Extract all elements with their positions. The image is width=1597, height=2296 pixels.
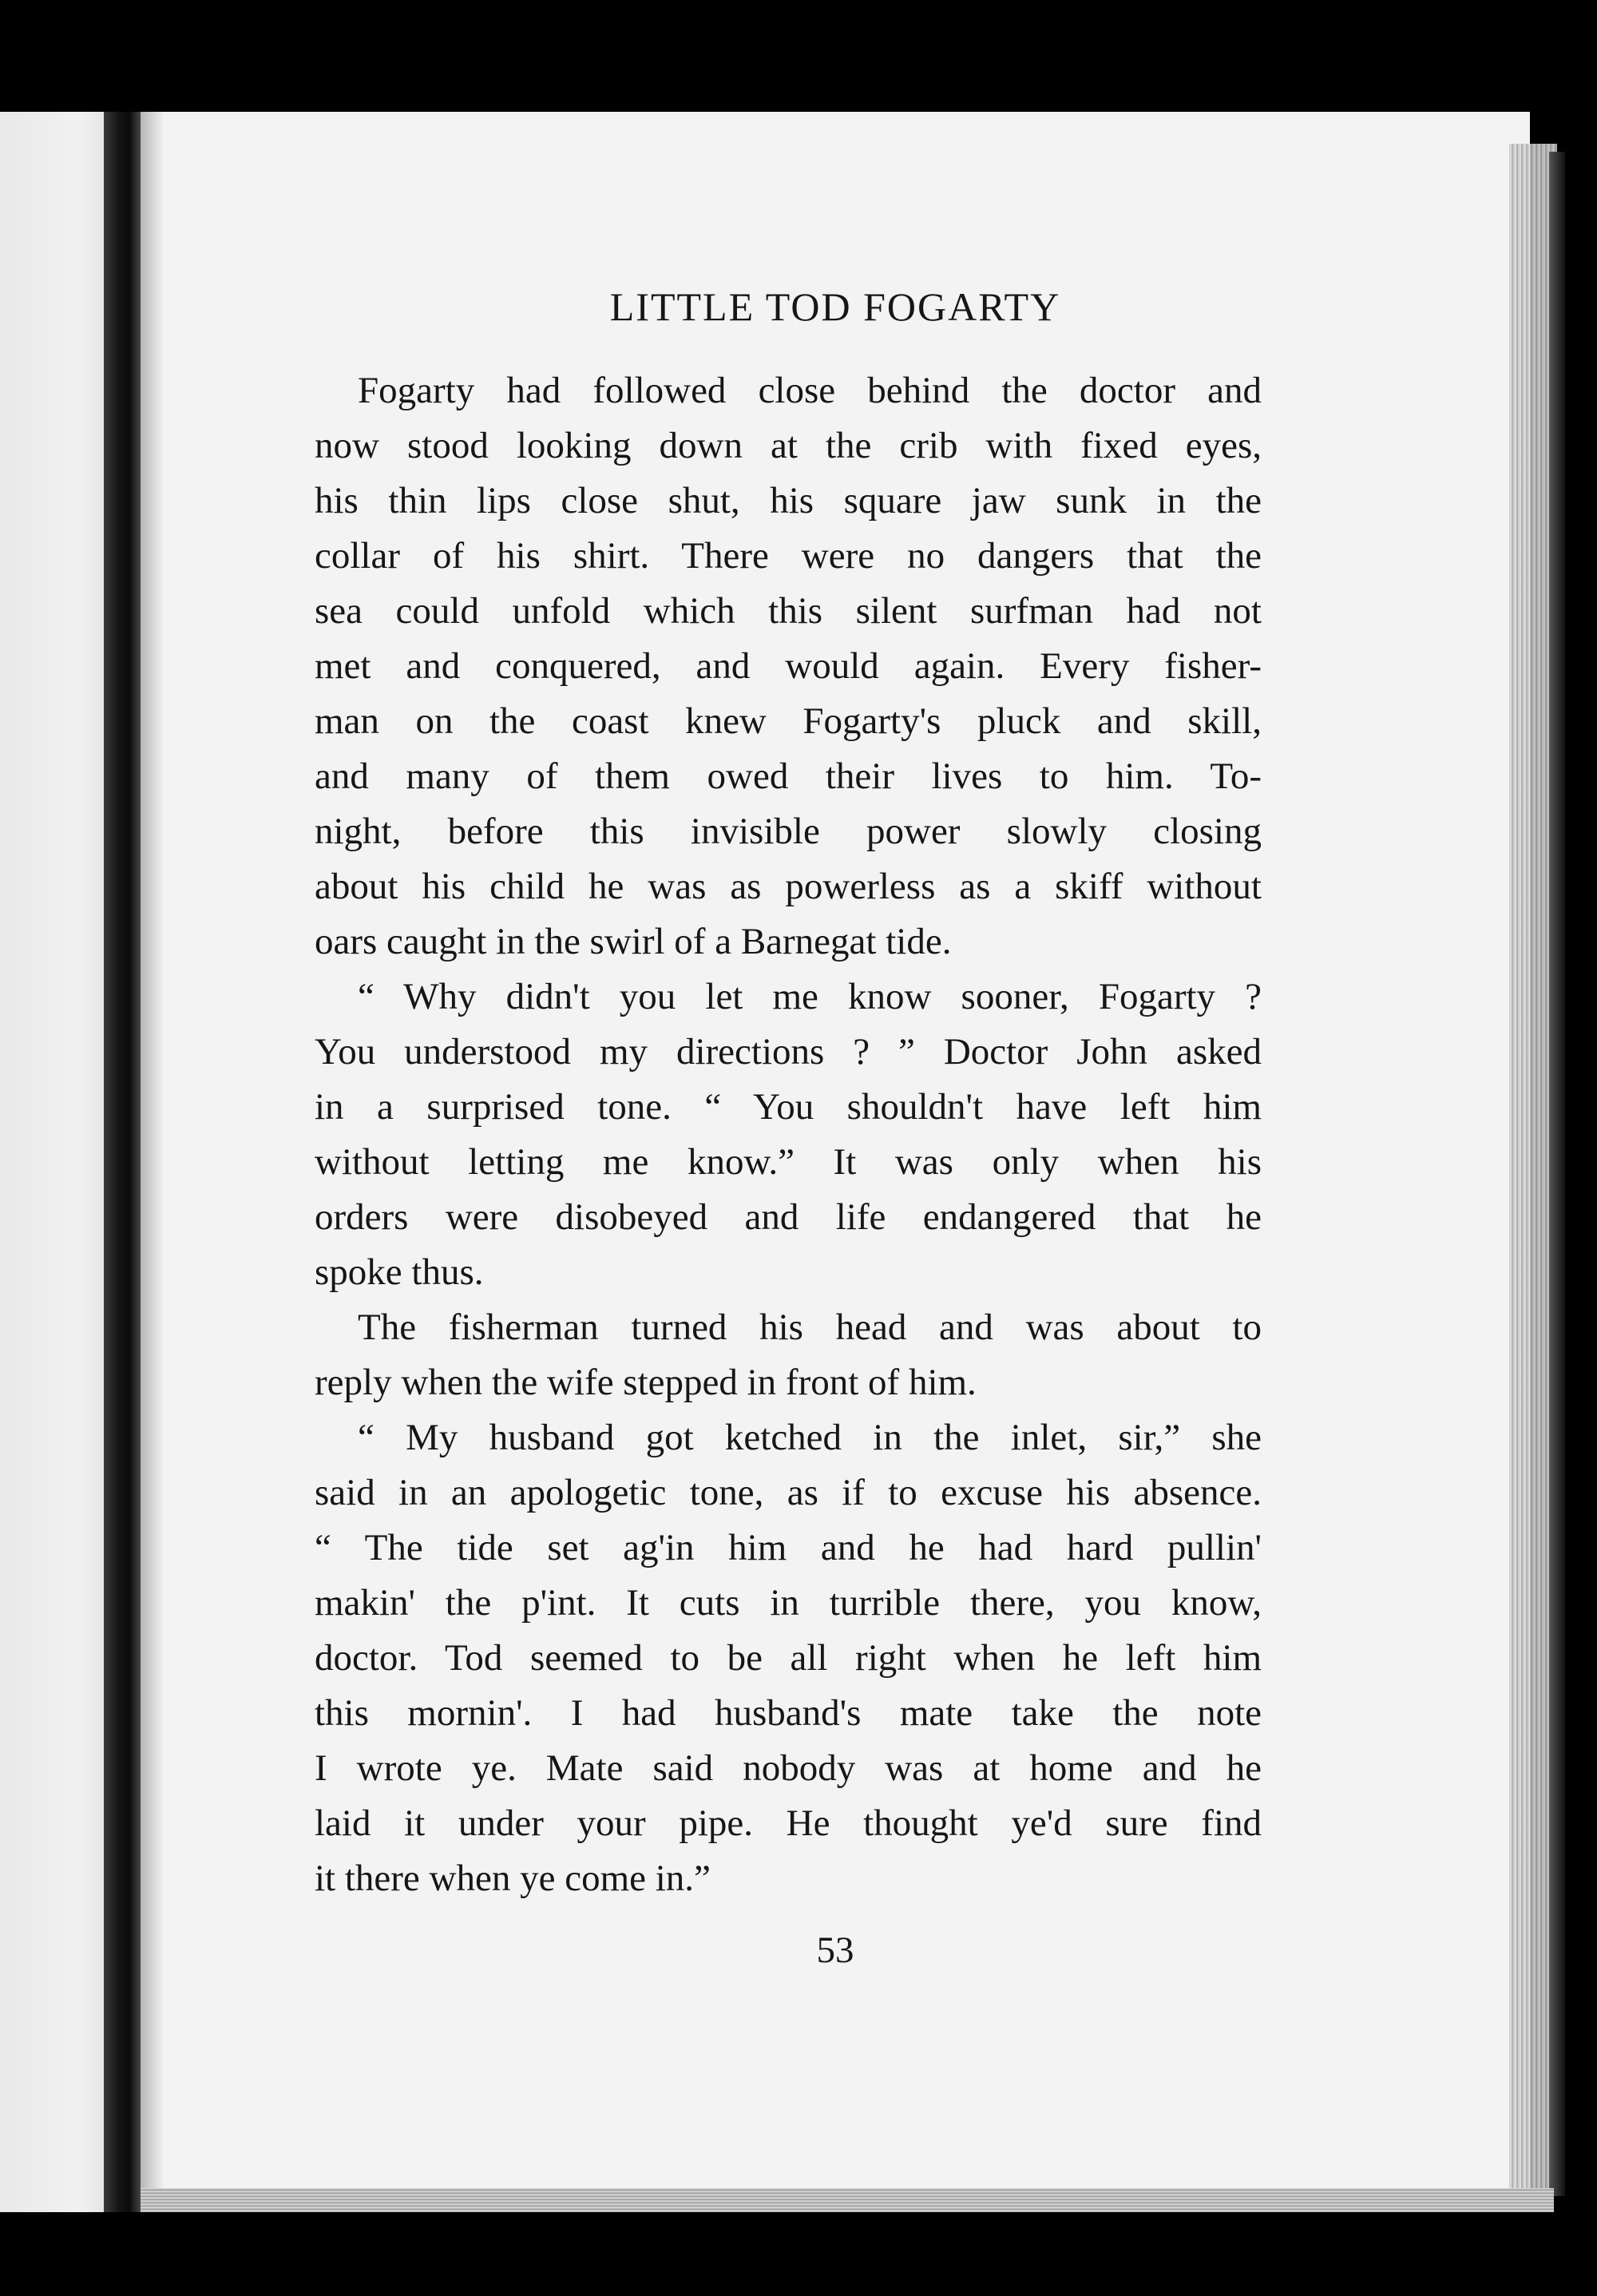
page-bottom-edge: [141, 2188, 1554, 2212]
text-line: this mornin'. I had husband's mate take the note: [315, 1692, 1262, 1734]
text-line: and many of them owed their lives to him. To-: [315, 755, 1262, 797]
text-line: reply when the wife stepped in front of him.: [315, 1362, 977, 1403]
text-line: “ The tide set ag'in him and he had hard pullin': [315, 1527, 1262, 1568]
text-line: laid it under your pipe. He thought ye'd sure find: [315, 1802, 1262, 1844]
text-line: night, before this invisible power slowly closing: [315, 811, 1262, 852]
text-line: Fogarty had followed close behind the doctor and: [358, 370, 1262, 411]
text-line: sea could unfold which this silent surfman had not: [315, 590, 1262, 632]
text-line: spoke thus.: [315, 1251, 484, 1293]
text-line: man on the coast knew Fogarty's pluck and skill,: [315, 700, 1262, 742]
text-line: You understood my directions ? ” Doctor John asked: [315, 1031, 1262, 1073]
page-stack-shadow: [1549, 152, 1565, 2196]
text-line: “ My husband got ketched in the inlet, sir,” she: [358, 1417, 1262, 1458]
text-line: oars caught in the swirl of a Barnegat tide.: [315, 921, 952, 962]
text-line: I wrote ye. Mate said nobody was at home and he: [315, 1747, 1262, 1789]
text-line: it there when ye come in.”: [315, 1858, 711, 1899]
gutter-shadow: [141, 112, 164, 2212]
book-gutter: [104, 112, 141, 2212]
running-head: LITTLE TOD FOGARTY: [609, 284, 1061, 329]
text-line: said in an apologetic tone, as if to excuse his absence.: [315, 1472, 1262, 1513]
text-line: collar of his shirt. There were no dangers that the: [315, 535, 1262, 577]
text-line: in a surprised tone. “ You shouldn't have left him: [315, 1086, 1262, 1128]
page-number: 53: [816, 1929, 854, 1971]
text-line: about his child he was as powerless as a skiff without: [315, 866, 1262, 907]
text-line: makin' the p'int. It cuts in turrible there, you know,: [315, 1582, 1262, 1624]
text-line: his thin lips close shut, his square jaw sunk in the: [315, 480, 1262, 521]
text-line: The fisherman turned his head and was about to: [358, 1307, 1262, 1348]
text-line: doctor. Tod seemed to be all right when he left him: [315, 1637, 1262, 1679]
text-line: “ Why didn't you let me know sooner, Fogarty ?: [358, 976, 1262, 1017]
text-line: orders were disobeyed and life endangered that he: [315, 1196, 1262, 1238]
text-line: without letting me know.” It was only when his: [315, 1141, 1262, 1183]
text-line: now stood looking down at the crib with fixed eyes,: [315, 425, 1262, 466]
page-body-text: [315, 363, 1262, 1906]
text-line: met and conquered, and would again. Every fisher-: [315, 645, 1262, 687]
